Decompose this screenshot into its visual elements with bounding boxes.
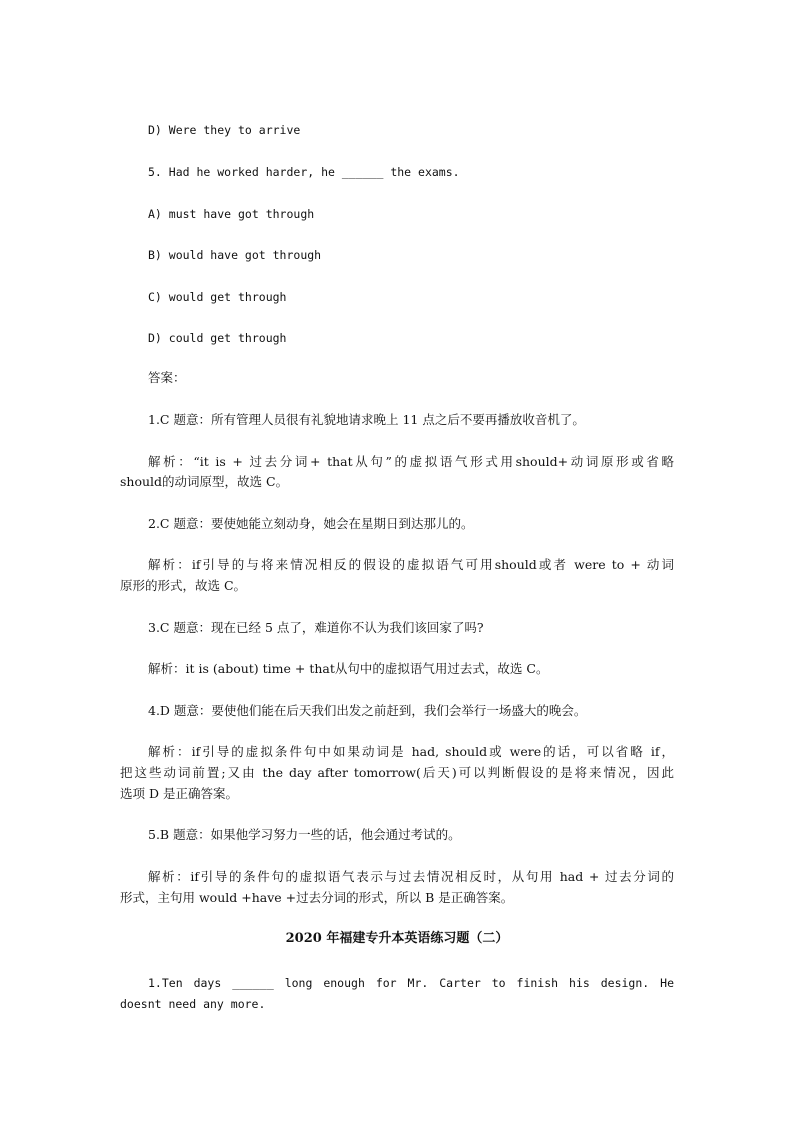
option-d-q4: D) Were they to arrive [148,123,301,137]
option-d-q5: D) could get through [148,331,287,345]
answer-5-analysis: 解析：if引导的条件句的虚拟语气表示与过去情况相反时，从句用 had + 过去分词的 [148,869,674,884]
answers-heading: 答案： [148,370,186,385]
answer-4-meaning: 4.D 题意：要使他们能在后天我们出发之前赶到，我们会举行一场盛大的晚会。 [148,703,587,718]
option-b-q5: B) would have got through [148,248,322,262]
answer-1-analysis: 解析：“it is + 过去分词+ that从句”的虚拟语气形式用should+动词原形或省略 [148,454,674,469]
answer-5-analysis-cont: 形式，主句用 would +have +过去分词的形式，所以 B 是正确答案。 [120,890,514,905]
answer-5-meaning: 5.B 题意：如果他学习努力一些的话，他会通过考试的。 [148,827,461,842]
answer-4-analysis-cont: 把这些动词前置;又由 the day after tomorrow(后天)可以判断假设的是将来情况，因此 [120,765,674,780]
answer-2-meaning: 2.C 题意：要使她能立刻动身，她会在星期日到达那儿的。 [148,516,474,531]
answer-1-meaning: 1.C 题意：所有管理人员很有礼貌地请求晚上 11 点之后不要再播放收音机了。 [148,412,585,427]
answer-2-analysis-cont: 原形的形式，故选 C。 [120,578,247,593]
answer-3-meaning: 3.C 题意：现在已经 5 点了，难道你不认为我们该回家了吗? [148,620,484,635]
answer-3-analysis: 解析：it is (about) time + that从句中的虚拟语气用过去式，故选 C。 [148,661,549,676]
answer-4-analysis-end: 选项 D 是正确答案。 [120,786,238,801]
answer-1-analysis-cont: should的动词原型，故选 C。 [120,474,289,489]
option-c-q5: C) would get through [148,290,287,304]
exercise-2-question-1-cont: doesnt need any more. [120,997,266,1011]
option-a-q5: A) must have got through [148,207,315,221]
answer-2-analysis: 解析：if引导的与将来情况相反的假设的虚拟语气可用should或者 were to + 动词 [148,557,674,572]
answer-4-analysis: 解析：if引导的虚拟条件句中如果动词是 had, should或 were的话，可以省略 if， [148,744,674,759]
exercise-2-question-1: 1.Ten days ______ long enough for Mr. Carter to finish his design. He [148,976,674,990]
question-5: 5. Had he worked harder, he ______ the exams. [148,165,460,179]
section-title: 2020 年福建专升本英语练习题（二） [285,931,509,946]
